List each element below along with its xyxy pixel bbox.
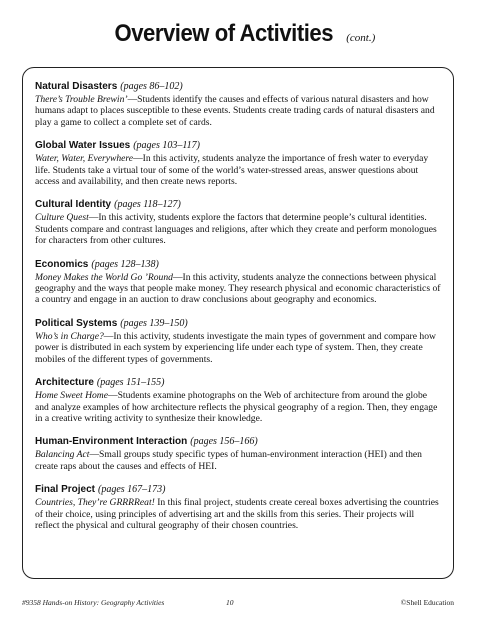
activity-title: Money Makes the World Go ’Round bbox=[35, 271, 173, 283]
section-heading: Architecture (pages 151–155) bbox=[35, 377, 165, 389]
section-description: Countries, They’re GRRRReat! In this final project, students create cereal boxes advertising the countries of their choice, using principles of advertising art and the skills from this series. Their projects will reflect the physical and cultural geography of their chosen countries. bbox=[35, 497, 439, 531]
title-continued: (cont.) bbox=[346, 32, 376, 44]
section-description: There’s Trouble Brewin’—Students identify the causes and effects of various natural disasters and how humans adapt to places susceptible to these events. Students create trading cards of natural disasters and play a game to collect a complete set of cards. bbox=[35, 94, 435, 128]
section-economics bbox=[35, 258, 441, 306]
page-range: (pages 139–150) bbox=[120, 317, 188, 329]
page-title: Overview of Activities bbox=[114, 20, 333, 47]
section-heading: Natural Disasters (pages 86–102) bbox=[35, 81, 183, 92]
page-range: (pages 128–138) bbox=[91, 258, 159, 270]
page-header bbox=[0, 20, 480, 48]
footer-copyright: ©Shell Education bbox=[400, 598, 454, 607]
section-final-project bbox=[35, 483, 441, 531]
section-heading: Global Water Issues (pages 103–117) bbox=[35, 140, 200, 152]
activity-title: Home Sweet Home bbox=[35, 390, 108, 402]
page-range: (pages 103–117) bbox=[133, 140, 200, 152]
section-description: Water, Water, Everywhere—In this activity, students analyze the importance of fresh water to everyday life. Students take a virtual tour of some of the world’s water-stressed areas, answer questions about access and availability, and then create news reports. bbox=[35, 153, 429, 188]
section-heading: Cultural Identity (pages 118–127) bbox=[35, 199, 181, 211]
page-number: 10 bbox=[226, 598, 234, 607]
page-range: (pages 118–127) bbox=[114, 199, 181, 211]
section-heading: Political Systems (pages 139–150) bbox=[35, 317, 188, 329]
page-range: (pages 167–173) bbox=[98, 484, 166, 496]
section-description: Money Makes the World Go ’Round—In this activity, students analyze the connections between physical geography and the ways that people make money. They research physical and economic characteristics of a country and engage in an auction to draw conclusions about geography and economics. bbox=[35, 271, 441, 306]
activity-title: Water, Water, Everywhere bbox=[35, 153, 134, 165]
activities-box bbox=[22, 67, 454, 579]
activity-title: There’s Trouble Brewin’ bbox=[35, 94, 128, 105]
section-description: Balancing Act—Small groups study specific types of human-environment interaction (HEI) and then create raps about the causes and effects of HEI. bbox=[35, 449, 422, 472]
activity-title: Culture Quest bbox=[35, 212, 89, 224]
activity-title: Countries, They’re GRRRReat! bbox=[35, 497, 155, 509]
section-cultural-identity bbox=[35, 198, 441, 246]
activity-title: Who’s in Charge? bbox=[35, 330, 104, 342]
page-range: (pages 86–102) bbox=[120, 81, 183, 92]
section-natural-disasters bbox=[35, 80, 441, 128]
section-description: Culture Quest—In this activity, students explore the factors that determine people’s cultural identities. Students compare and contrast languages and religions, after which they create and perform monologues for characters from other cultures. bbox=[35, 212, 437, 247]
section-description: Who’s in Charge?—In this activity, students investigate the main types of government and compare how power is distributed in each system by experiencing life under each type of system. Then, they create mobiles of the different types of governments. bbox=[35, 330, 436, 365]
section-heading: Economics (pages 128–138) bbox=[35, 258, 159, 270]
section-architecture bbox=[35, 376, 441, 424]
page-range: (pages 151–155) bbox=[96, 377, 165, 389]
section-global-water-issues bbox=[35, 139, 441, 187]
section-human-environment-interaction bbox=[35, 435, 441, 472]
section-heading: Human-Environment Interaction (pages 156–166) bbox=[35, 436, 258, 448]
activity-title: Balancing Act bbox=[35, 449, 90, 461]
section-heading: Final Project (pages 167–173) bbox=[35, 484, 166, 496]
page-range: (pages 156–166) bbox=[190, 436, 258, 448]
section-political-systems bbox=[35, 317, 441, 365]
section-description: Home Sweet Home—Students examine photographs on the Web of architecture from around the globe and analyze examples of how architecture reflects the physical geography of a region. Then, they engage in a creative writing activity to synthesize their knowledge. bbox=[35, 390, 438, 424]
footer-book-title: #9358 Hands-on History: Geography Activities bbox=[22, 598, 165, 607]
